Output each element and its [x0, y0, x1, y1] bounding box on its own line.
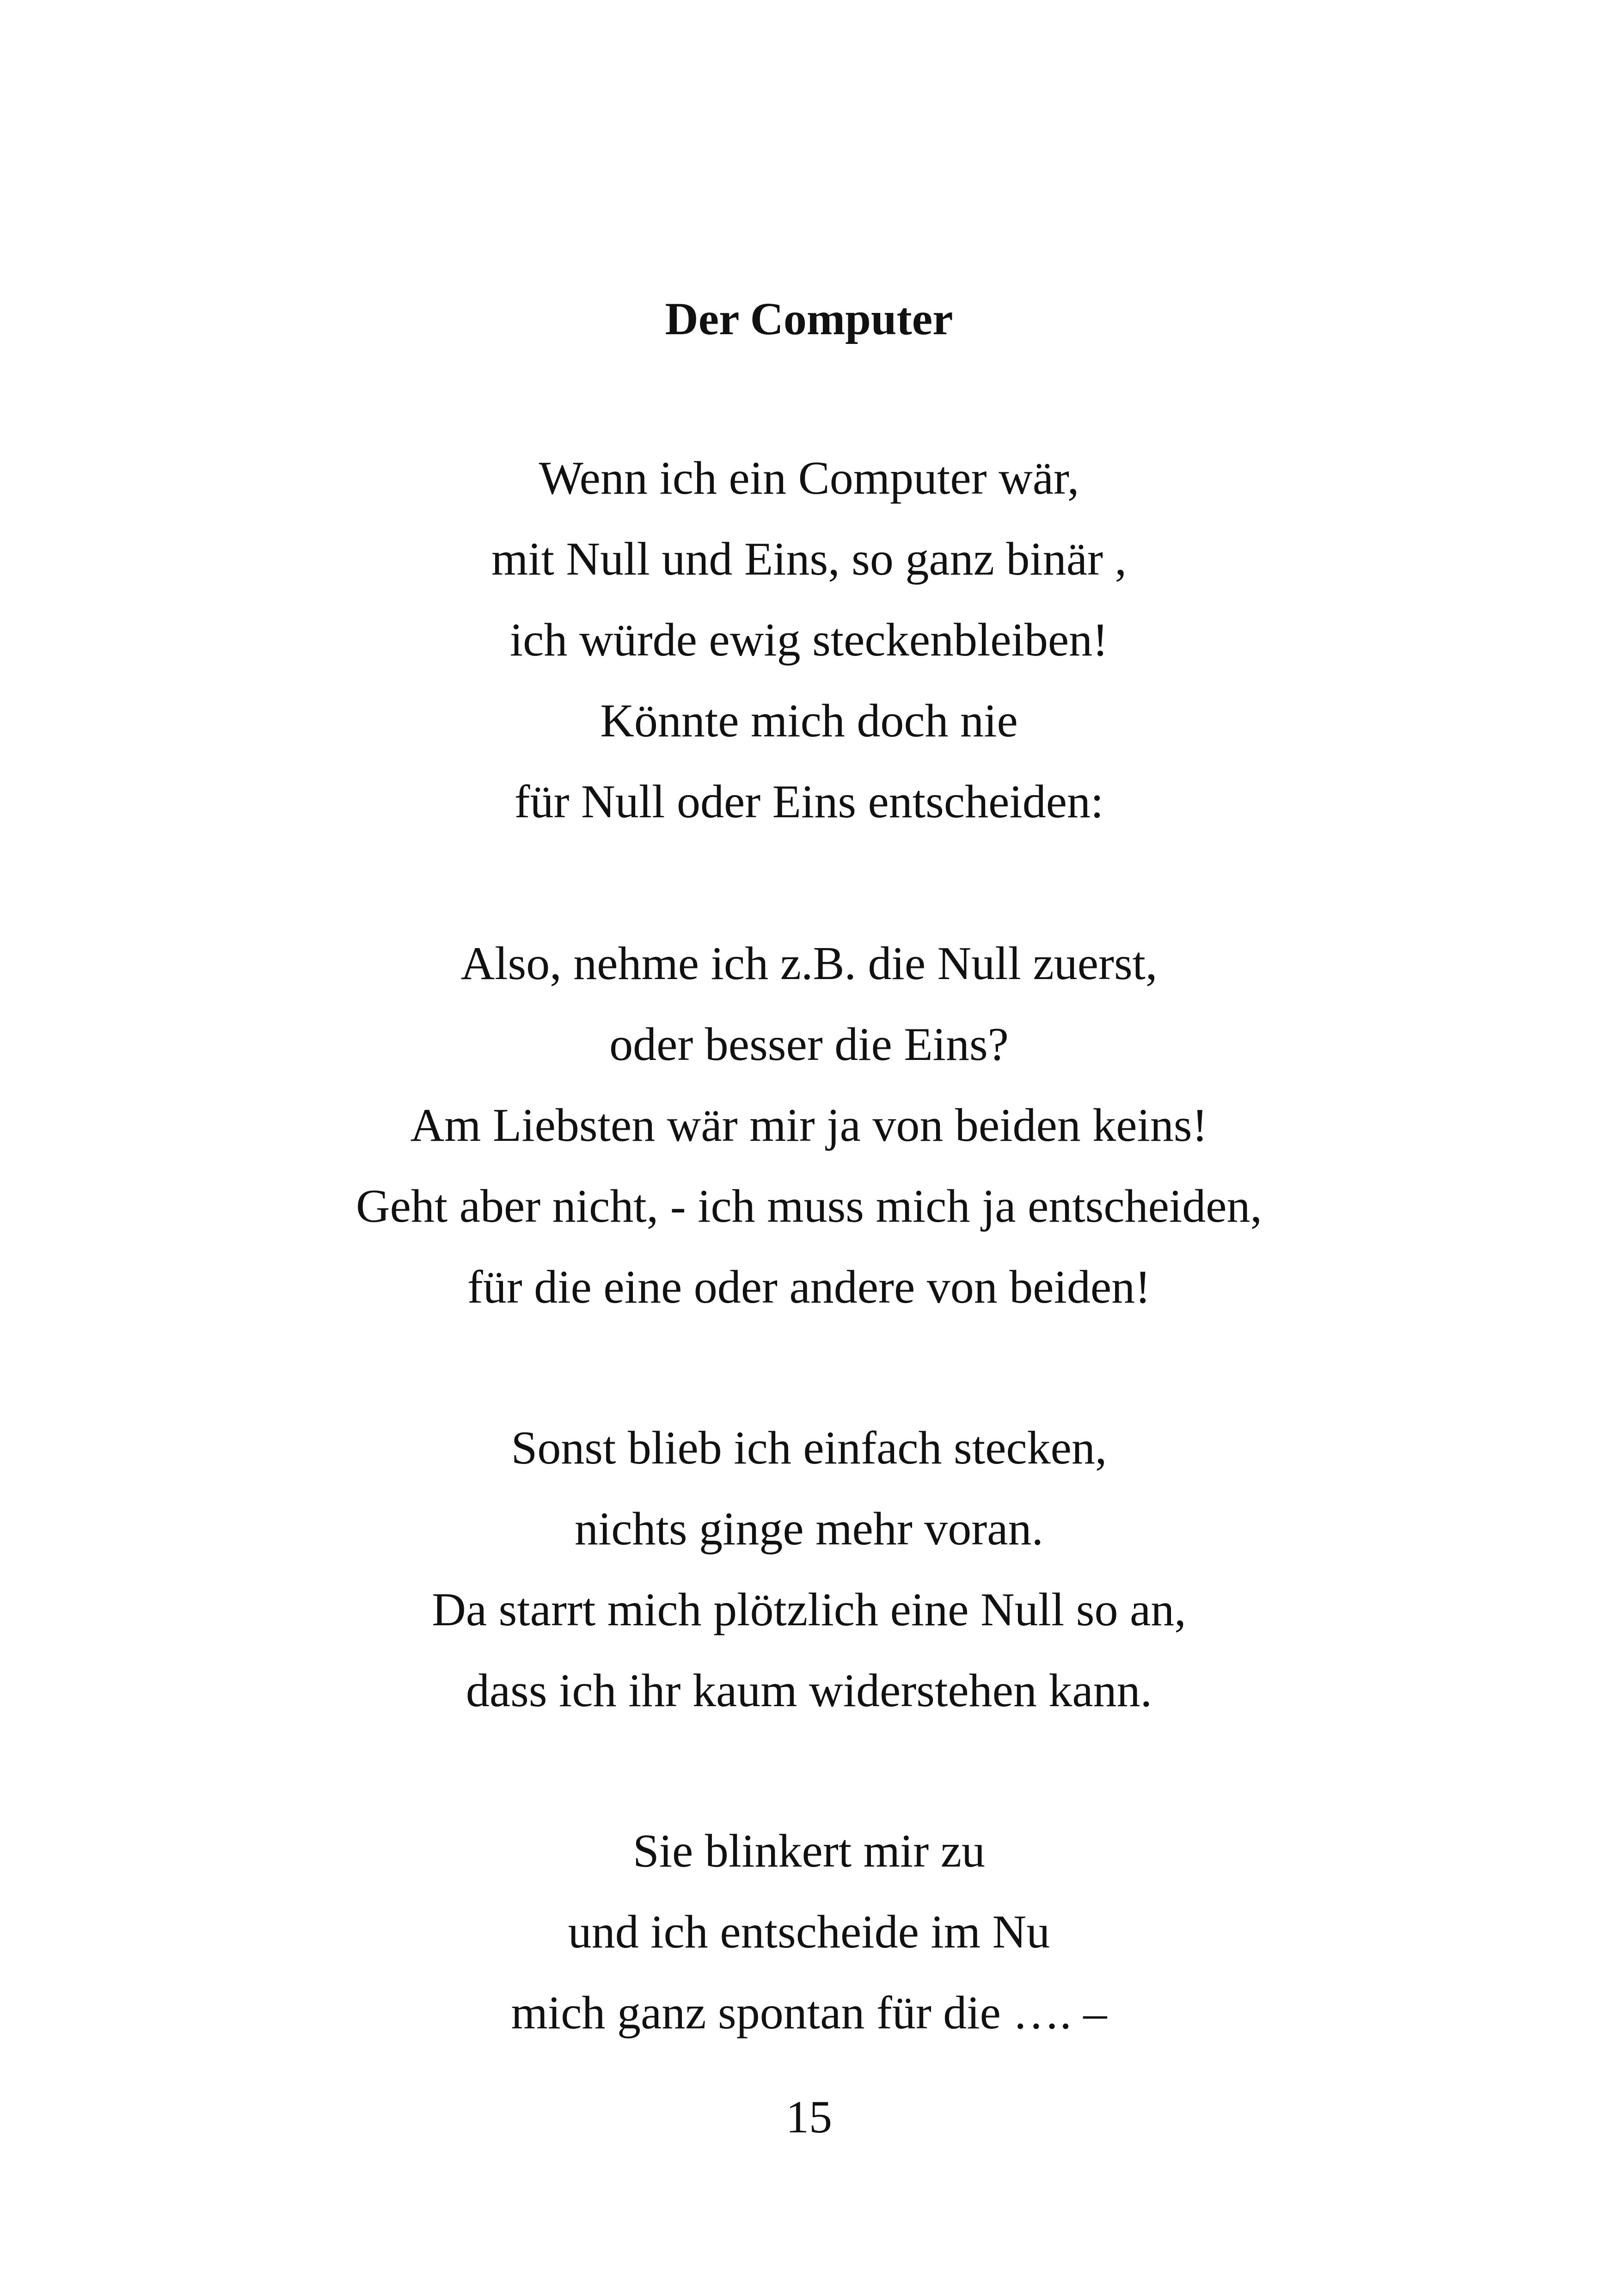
poem-line: für die eine oder andere von beiden! [467, 1261, 1151, 1313]
poem-line: Da starrt mich plötzlich eine Null so an, [432, 1584, 1186, 1636]
poem-line: für Null oder Eins entscheiden: [514, 776, 1104, 828]
poem-line: und ich entscheide im Nu [568, 1906, 1050, 1958]
poem-line: Könnte mich doch nie [600, 695, 1018, 747]
page-number: 15 [786, 2091, 832, 2143]
poem-line: mit Null und Eins, so ganz binär , [491, 533, 1127, 585]
poem-line: mich ganz spontan für die …. – [511, 1987, 1107, 2039]
poem-line: Sonst blieb ich einfach stecken, [511, 1422, 1107, 1474]
poem-line: Also, nehme ich z.B. die Null zuerst, [460, 937, 1158, 990]
poem-line: oder besser die Eins? [609, 1018, 1009, 1071]
poem-line: ich würde ewig steckenbleiben! [509, 614, 1109, 666]
poem-line: dass ich ihr kaum widerstehen kann. [466, 1665, 1152, 1717]
poem-line: Wenn ich ein Computer wär, [539, 452, 1079, 504]
poem-title: Der Computer [665, 293, 953, 344]
poem-line: Am Liebsten wär mir ja von beiden keins! [410, 1099, 1208, 1151]
poem-line: Geht aber nicht, - ich muss mich ja entscheiden, [355, 1180, 1263, 1232]
poem-line: Sie blinkert mir zu [632, 1825, 985, 1877]
poem-line: nichts ginge mehr voran. [574, 1503, 1044, 1555]
